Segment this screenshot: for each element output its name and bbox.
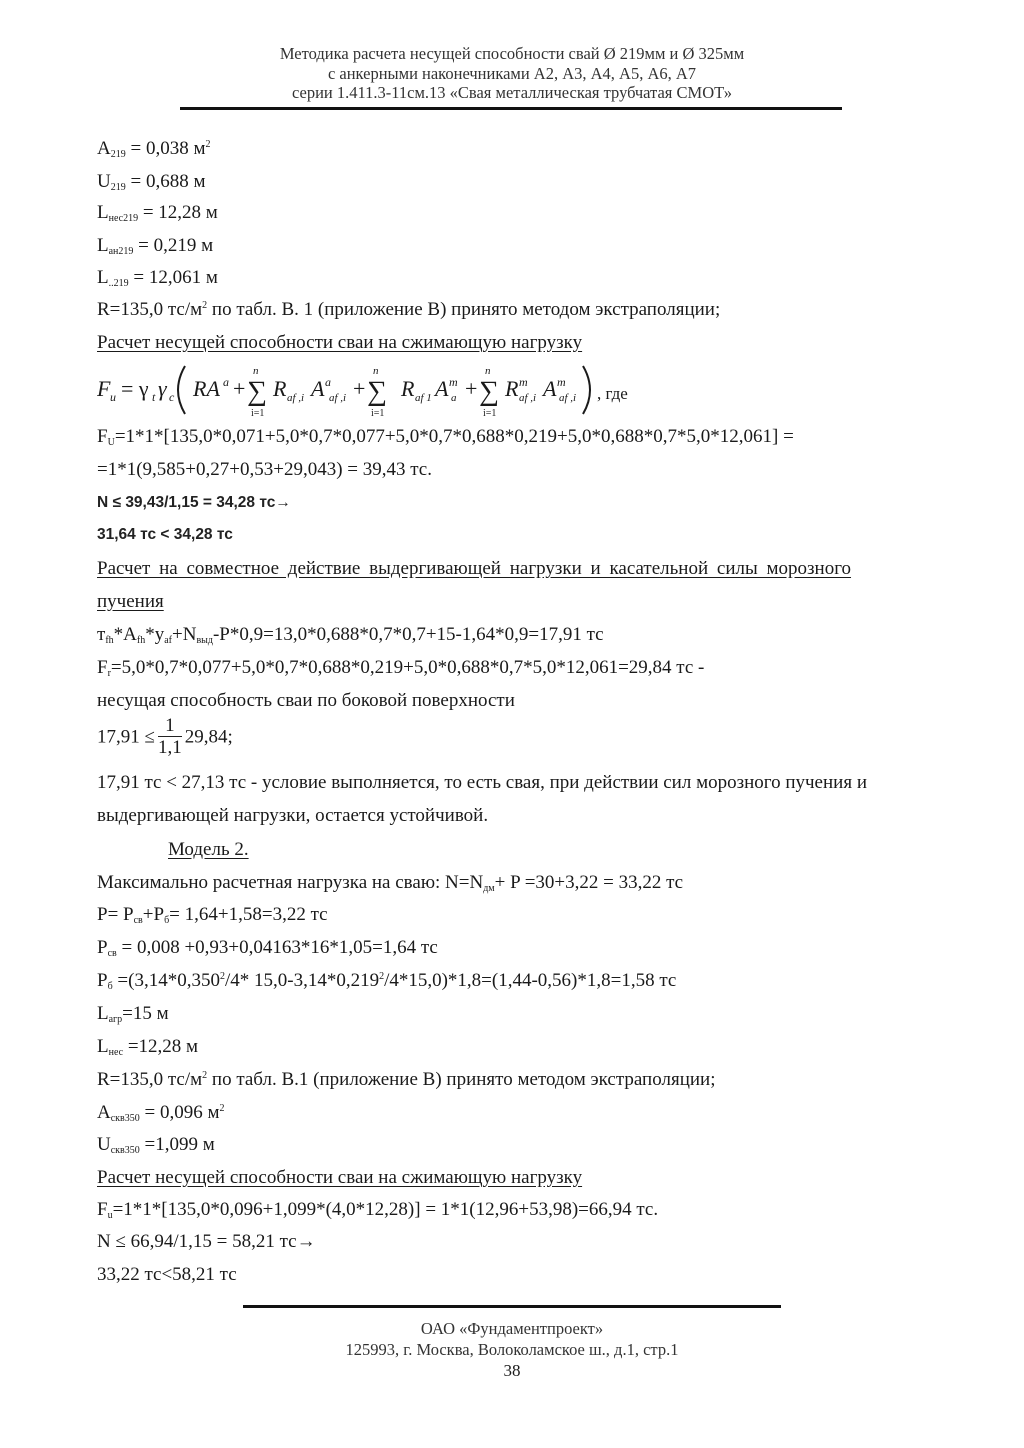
- svg-text:i=1: i=1: [251, 408, 265, 419]
- svg-text:R: R: [273, 376, 287, 401]
- svg-text:m: m: [449, 375, 458, 389]
- n-check-line-2: N ≤ 66,94/1,15 = 58,21 тс→: [97, 1231, 316, 1252]
- header-divider: [180, 107, 842, 110]
- svg-text:u: u: [110, 390, 116, 404]
- header-line-1: Методика расчета несущей способности свай Ø 219мм и Ø 325мм: [279, 44, 745, 63]
- svg-text:a: a: [451, 392, 457, 404]
- p-sv-line: $P_{св} = 0,008 +0,93+0,04163*16*1,05=1,64$ тс: [97, 937, 438, 959]
- n-check-line: N ≤ 39,43/1,15 = 34,28 тс→: [97, 494, 291, 511]
- section-heading-compression-2: Расчет несущей способности сваи на сжимающую нагрузку: [97, 1167, 583, 1188]
- header-line-2: с анкерными наконечниками А2, А3, А4, А5, А6, А7: [327, 63, 697, 83]
- page-footer: [243, 1318, 781, 1360]
- page-number: 38: [503, 1361, 521, 1380]
- fu-calculation-line-2: $F_u=1*1*[135,0*0,096+1,099*(4,0*12,28)] = 1*1(12,96+53,98)=66,94$ тс.: [97, 1199, 659, 1221]
- p-sum-line: $P= P_{св}+P_б= 1,64+1,58=3,22$ тс: [97, 904, 328, 926]
- section-heading-frost-cont: пучения: [97, 591, 164, 612]
- resistance-line-2: R=135,0 $тс/м^2$ по табл. В.1 (приложение В) принято методом экстраполяции;: [97, 1069, 716, 1090]
- formula-tail: , где: [597, 384, 628, 403]
- fraction: $\frac{1}{1,1}$: [157, 715, 182, 758]
- max-load-line: Максимально расчетная нагрузка на сваю: $N=N_{дм}+ P =30+3,22 = 33,22$ тс: [97, 872, 684, 894]
- footer-org: ОАО «Фундаментпроект»: [420, 1319, 604, 1338]
- svg-text:af ,i: af ,i: [559, 392, 577, 404]
- fr-description-line: несущая способность сваи по боковой поверхности: [97, 690, 515, 711]
- svg-text:i=1: i=1: [483, 408, 497, 419]
- svg-text:i=1: i=1: [371, 408, 385, 419]
- svg-text:∑: ∑: [367, 376, 387, 407]
- svg-text:m: m: [557, 375, 566, 389]
- perimeter-skv350-line: $U_{скв350} =1,099$ м: [97, 1134, 215, 1156]
- p-b-line: $P_б =(3,14*0,350^2/4*$ $15,0-3,14*0,219^2/4*15,0)*1,8=(1,44-0,56)*1,8=1,58$ тс: [97, 970, 677, 992]
- svg-text:c: c: [169, 390, 175, 404]
- model-2-title: Модель 2.: [168, 839, 249, 860]
- svg-text:γ: γ: [158, 376, 167, 401]
- svg-text:m: m: [519, 375, 528, 389]
- area-skv350-line: $A_{скв350} = 0,096$ $м^2$: [97, 1102, 225, 1124]
- svg-text:+: +: [233, 376, 246, 401]
- length-l-219-line: $L_{..219} = 12,061$ м: [97, 267, 218, 289]
- svg-text:n: n: [253, 365, 259, 377]
- conclusion-line-2: выдергивающей нагрузки, остается устойчивой.: [97, 805, 489, 826]
- page-header: [180, 44, 844, 103]
- fu-result-line: =1*1(9,585+0,27+0,53+29,043) = 39,43 тс.: [97, 459, 432, 480]
- area-219-line: $A_{219} = 0,038$ $м^2$: [97, 138, 211, 160]
- length-nes-line: $L_{нес} =12,28$ м: [97, 1036, 199, 1058]
- svg-text:af ,i: af ,i: [287, 392, 305, 404]
- footer-divider: [243, 1305, 781, 1308]
- length-nes-219-line: $L_{нес219} = 12,28$ м: [97, 202, 218, 224]
- tau-calculation-line: $т_{fh}*A_{fh}*у_{af}+N_{выд}-P*0,9=13,0*0,688*0,7*0,7+15-1,64*0,9=17,91$ тс: [97, 624, 604, 646]
- comparison-line: 31,64 тс < 34,28 тс: [97, 526, 233, 543]
- svg-text:∑: ∑: [247, 376, 267, 407]
- length-agr-line: $L_{агр}=15$ м: [97, 1003, 169, 1025]
- svg-text:A: A: [311, 376, 325, 401]
- perimeter-219-line: $U_{219} = 0,688$ м: [97, 171, 206, 193]
- svg-text:+: +: [353, 376, 366, 401]
- length-an-219-line: $L_{ан219} = 0,219$ м: [97, 235, 214, 257]
- resistance-line: R=135,0 $тс/м^2$ по табл. В. 1 (приложение В) принято методом экстраполяции;: [97, 299, 721, 320]
- svg-text:∑: ∑: [479, 376, 499, 407]
- conclusion-line-1: 17,91 тс < 27,13 тс - условие выполняется, то есть свая, при действии сил морозного пучения и: [97, 772, 867, 793]
- svg-text:n: n: [485, 365, 491, 377]
- header-line-3: серии 1.411.3-11см.13 «Свая металлическая трубчатая СМОТ»: [291, 83, 733, 102]
- svg-text:+: +: [465, 376, 478, 401]
- svg-text:a: a: [223, 375, 229, 389]
- comparison-line-2: 33,22 тс<58,21 тс: [97, 1264, 237, 1285]
- footer-address: 125993, г. Москва, Волоколамское ш., д.1, стр.1: [345, 1340, 679, 1359]
- svg-text:R: R: [401, 376, 415, 401]
- bearing-capacity-formula: [97, 360, 697, 420]
- stability-inequality: 17,91 ≤ $\frac{1}{1,1}$ 29,84;: [97, 715, 233, 758]
- section-heading-frost: Расчет на совместное действие выдергивающей нагрузки и касательной силы морозного: [97, 558, 852, 579]
- svg-text:t: t: [152, 390, 156, 404]
- svg-text:a: a: [325, 375, 331, 389]
- fr-calculation-line: $F_r=5,0*0,7*0,077+5,0*0,7*0,688*0,219+5,0*0,688*0,7*5,0*12,061=29,84$ тс -: [97, 657, 705, 679]
- section-heading-compression: Расчет несущей способности сваи на сжимающую нагрузку: [97, 332, 583, 353]
- svg-text:af ,i: af ,i: [519, 392, 537, 404]
- svg-text:F: F: [97, 376, 111, 401]
- svg-text:af 1: af 1: [415, 392, 432, 404]
- svg-text:R: R: [505, 376, 519, 401]
- svg-text:A: A: [435, 376, 449, 401]
- svg-text:= γ: = γ: [121, 376, 149, 401]
- fu-calculation-line: $F_U=1*1*[135,0*0,071+5,0*0,7*0,077+5,0*0,7*0,688*0,219+5,0*0,688*0,7*5,0*12,061]$ =: [97, 426, 794, 448]
- svg-text:n: n: [373, 365, 379, 377]
- svg-text:RA: RA: [193, 376, 220, 401]
- svg-text:af ,i: af ,i: [329, 392, 347, 404]
- svg-text:A: A: [543, 376, 557, 401]
